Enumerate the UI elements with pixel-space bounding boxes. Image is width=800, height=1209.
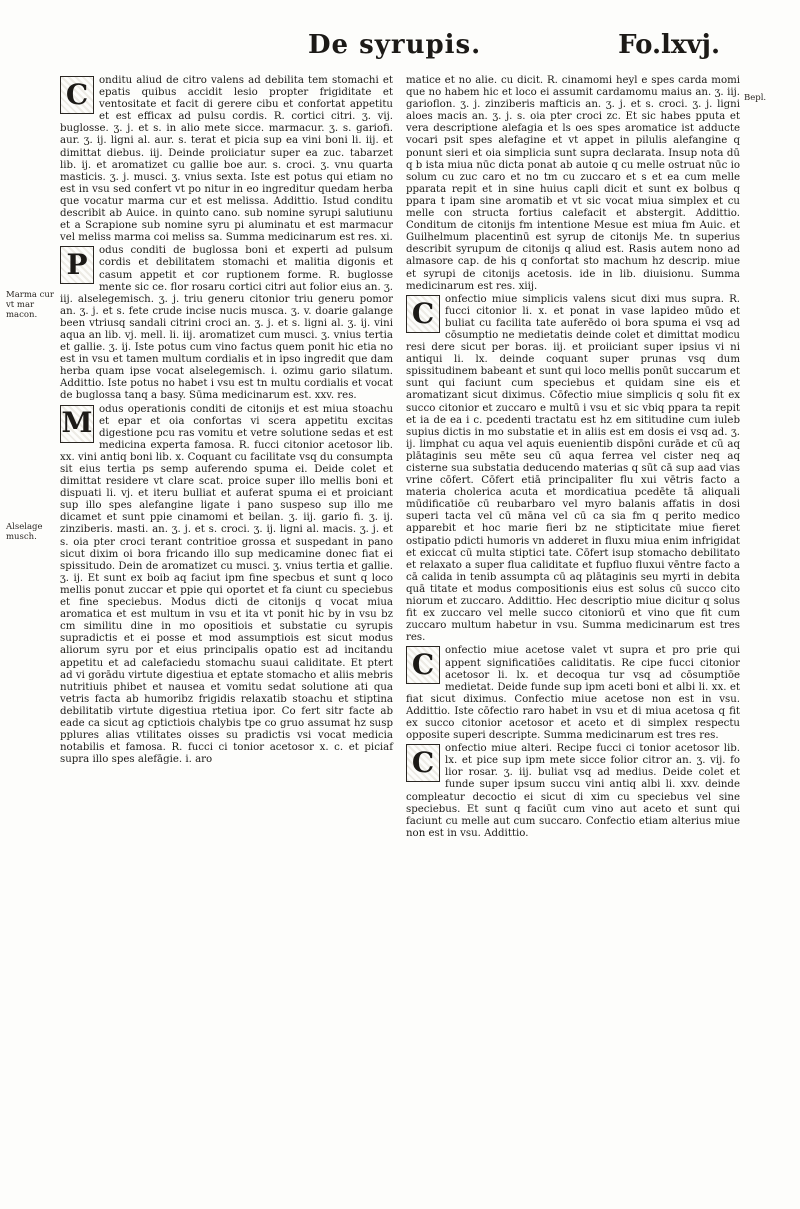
- margin-note: Bepl.: [744, 93, 767, 103]
- text-paragraph: [60, 245, 393, 402]
- text-paragraph: [406, 75, 740, 293]
- right-text-column: [406, 75, 740, 839]
- decorated-initial: C: [406, 744, 440, 782]
- text-paragraph: [406, 645, 740, 742]
- paragraph-text: odus conditi de buglossa boni et experti ad pulsum cordis et debilitatem stomachi et malitia digonis et casum appetit et cor ruptionem forme. R. buglosse mente sic ce. flor rosaru cortici citri aut folior eius an. ʒ. iij. alselegemisch. ʒ. j. triu generu citonior triu generu pomor an. ʒ. j. et s. fete crude incise nucis musca. ʒ. v. doarie galange been vtriusq sandali citrini croci an. ʒ. j. et s. ligni al. ʒ. ij. vini aqua an lib. vj. mell. li. iij. aromatizet cum musci. ʒ. vnius tertia et gallie. ʒ. ij. Iste potus cum vino factus quem ponit hic etia no est in vsu et tamen multum cordialis et in ipso ingredit que dam herba quam ipse vocat alselegemisch. i. ozimu gario silatum. Addittio. Iste potus no habet i vsu est tn multu cordialis et vocat de buglossa tanq a basy. Sūma medicinarum est. xxv. res.: [60, 245, 393, 402]
- text-paragraph: [406, 743, 740, 840]
- decorated-initial: M: [60, 405, 94, 443]
- text-paragraph: [60, 75, 393, 244]
- paragraph-text: onfectio miue simplicis valens sicut dixi mus supra. R. fucci citonior li. x. et ponat in vase lapideo mūdo et buliat cu facilita tate auferēdo oi bora spuma ei vsq ad cōsumptio ne medietatis deinde colet et dimittat modicu resi dere sicut per boras. iij. et proiiciant super ipsius vi ni antiqui li. lx. deinde coquant super prunas vsq dum spissitudinem babeant et sunt qui loco mellis ponūt succarum et sunt qui faciunt cum speciebus et quidam sine eis et aromatizant sicut diximus. Cōfectio miue simplicis q solu fit ex succo citonior et zuccaro e multū i vsu et sic vbiq ppara ta repit et ia de ea i c. pcedenti tractatu est hz em sititudine cum iuleb supius dictis in mo substatie et in aliis est em dosis ei vsq ad. ʒ. ij. limphat cu aqua vel aquis euenientib dispōni curāde et cū aq plātaginis seu mēte seu cū aqua ferrea vel cister neq aq cisterne sua substatia deducendo materias q sūt cā sup aad vias vrine cōfert. Cōfert etiā principaliter flu xui vētris facto a materia cholerica acuta et mordicatiua pcedēte tā aliquali mūdificatiōe cū reubarbaro vel myro balanis affatis in dosi superi tacta vel cū māna vel cū ca sia fm q perito medico apparebit et hoc marie fieri bz ne stipticitate miue fieret ostipatio pdicti humoris vn adderet in fluxu miua enim infrigidat et exiccat cū multa stiptici tate. Cōfert isup stomacho debilitato et relaxato a super flua caliditate et fupfluo fluxui vēntre facto a cā calida in tenib assumpta cū aq plātaginis seu myrti in debita quā titate et modus compositionis eius est solus cū succo cito niorum et zuccaro. Addittio. Hec descriptio miue dicitur q solus fit ex zuccaro vel melle succo citoniorū et vino que fit cum zuccaro multum habetur in vsu. Summa medicinarum est tres res.: [406, 293, 740, 644]
- paragraph-text: onfectio miue alteri. Recipe fucci ci tonior acetosor lib. lx. et pice sup ipm mete sicce folior citror an. ʒ. vij. fo lior rosar. ʒ. iij. buliat vsq ad medius. Deide colet et funde super ipsum succu vini antiq albi li. xxv. deinde compleatur decoctio ei sicut di xim cu speciebus vel sine speciebus. Et sunt q faciūt cum vino aut aceto et sunt qui faciunt cu melle aut cum succaro. Confectio etiam alterius miue non est in vsu. Addittio.: [406, 743, 740, 839]
- decorated-initial: C: [406, 295, 440, 333]
- decorated-initial: P: [60, 246, 94, 284]
- decorated-initial: C: [60, 76, 94, 114]
- paragraph-text: onfectio miue acetose valet vt supra et pro prie qui appent significatiōes caliditatis. Re cipe fucci citonior acetosor li. lx. et decoqua tur vsq ad cōsumptiōe medietat. Deide funde sup ipm aceti boni et albi li. xx. et fiat sicut diximus. Confectio miue acetose non est in vsu. Addittio. Iste cōfectio raro habet in vsu et di miua acetosa q fit ex succo citonior acetosor et aceto et di simplex respectu opposite superi descripte. Summa medicinarum est tres res.: [406, 645, 740, 742]
- margin-note: Alselage musch.: [6, 522, 43, 542]
- paragraph-text: onditu aliud de citro valens ad debilita tem stomachi et epatis quibus accidit lesio propter frigiditate et ventositate et facit di gerere cibu et confortat appetitu et est efficax ad pulsu cordis. R. cortici citri. ʒ. vij. buglosse. ʒ. j. et s. in alio mete sicce. marmacur. ʒ. s. gariofi. aur. ʒ. ij. ligni al. aur. s. terat et picia sup ea vini boni li. iij. et dimittat diebus. iij. Deinde proiiciatur super ea zuc. tabarzet lib. ij. et aromatizet cu gallie boe aur. s. croci. ʒ. vnu quarta masticis. ʒ. j. musci. ʒ. vnius sexta. Iste est potus qui etiam no est in vsu sed confert vt po nitur in eo ingreditur quedam herba que vocatur marma cur et est melissa. Addittio. Istud conditu describit ab Auice. in quinto cano. sub nomine syrupi salutiunu et a Scrapione sub nomine syru pi aluminatu et est marmacur vel meliss marma coi meliss sa. Summa medicinarum est res. xi.: [60, 75, 393, 244]
- text-paragraph: [60, 404, 393, 767]
- text-paragraph: [406, 294, 740, 645]
- decorated-initial: C: [406, 646, 440, 684]
- page-header: [300, 30, 720, 66]
- margin-note: Marma cur vt mar macon.: [6, 290, 54, 320]
- paragraph-text: odus operationis conditi de citonijs et est miua stoachu et epar et oia confortas vi scera appetitu excitas digestione pcu ras vomitu et vetre solutione sedas et est medicina experta famosa. R. fucci citonior acetosor lib. xx. vini antiq boni lib. x. Coquant cu facilitate vsq du consumpta sit eius tertia ps semp auferendo spuma ei. Deide colet et dimittat residere vt clare scat. proice super illo mellis boni et dispuati li. vj. et iteru bulliat et auferat spuma ei et proiciant sup illo spes alefangine ligate i pano suspeso sup illo me dicamet et sunt ppie cinamomi et beilan. ʒ. iij. gario fi. ʒ. ij. zinziberis. masti. an. ʒ. j. et s. croci. ʒ. ij. ligni al. macis. ʒ. j. et s. oia pter croci terant contritioe grossa et suspedant in pano sicut dixim oi bora fricando illo sup medicamine donec fiat ei spissitudo. Dein de aromatizet cu musci. ʒ. vnius tertia et gallie. ʒ. ij. Et sunt ex boib aq faciut ipm fine specbus et sunt q loco mellis ponut zuccar et ppie qui oportet et fa ciunt cu speciebus et fine speciebus. Modus dicti de citonijs q vocat miua aromatica et est multum in vsu et ita vt ponit hic by in vsu bz cm similitu dine in mo opositiois et substatie cu syrupis supradictis et ei posse et mod assumptiois est sicut modus aliorum syru por et eius principalis opatio est ad incitandu appetitu et ad calefaciedu stomachu suaui caliditate. Et ptert ad vi gorādu virtute digestiua et eptate stomacho et aliis mebris nutritiuis phibet et nausea et vomitu sedat solutione ati qua vetris facta ab humoribz frigidis relaxatib stoachu et stiptina debilitatib virtute digestiua rtetiua ipor. Co fert sitr facte ab eade ca sicut ag cptictiois chalybis tpe co gruo assumat hz susp pplures alias vtilitates oisses su pradictis vsi vocat medicia notabilis et famosa. R. fucci ci tonior acetosor x. c. et piciaf supra illo spes alefāgie. i. aro: [60, 403, 393, 766]
- running-title: De syrupis.: [308, 30, 482, 60]
- folio-number: Fo.lxvj.: [618, 30, 720, 60]
- left-text-column: [60, 75, 393, 1145]
- paragraph-text: matice et no alie. cu dicit. R. cinamomi heyl e spes carda momi que no habem hic et loco ei assumit cardamomu maius an. ʒ. iij. garioflon. ʒ. j. zinziberis mafticis an. ʒ. j. et s. croci. ʒ. j. ligni aloes macis an. ʒ. j. s. oia pter croci zc. Et sic habes pputa et vera descriptione alefagia et ls oes spes aromatice ist adducte vocari psit spes alefagine et vt appet in pilulis alefangine q ponunt sieri et oia simplicia sunt supra declarata. Insup nota dū q b ista miua nūc dicta ponat ab autoie q cu melle ostruat nūc io solum cu zuc caro et no tm cu zuccaro et s et ea cum melle pparata repit et in sine huius capli dicit et sunt ex bolbus q ppara t ipam sine aromatib et vt sic vocat miua simplex et cu melle con structa fortius calefacit et abstergit. Addittio. Conditum de citonijs fm intentione Mesue est miua fm Auic. et Guilhelmum placentinū est syrup de citonijs Me. tn superius describit syrupum de citonijs q aliud est. Rasis autem nono ad almasore cap. de his q confortat sto machum hz descrip. miue et syrupi de citonijs acetosis. ide in lib. diuisionu. Summa medicinarum est res. xiij.: [406, 75, 740, 292]
